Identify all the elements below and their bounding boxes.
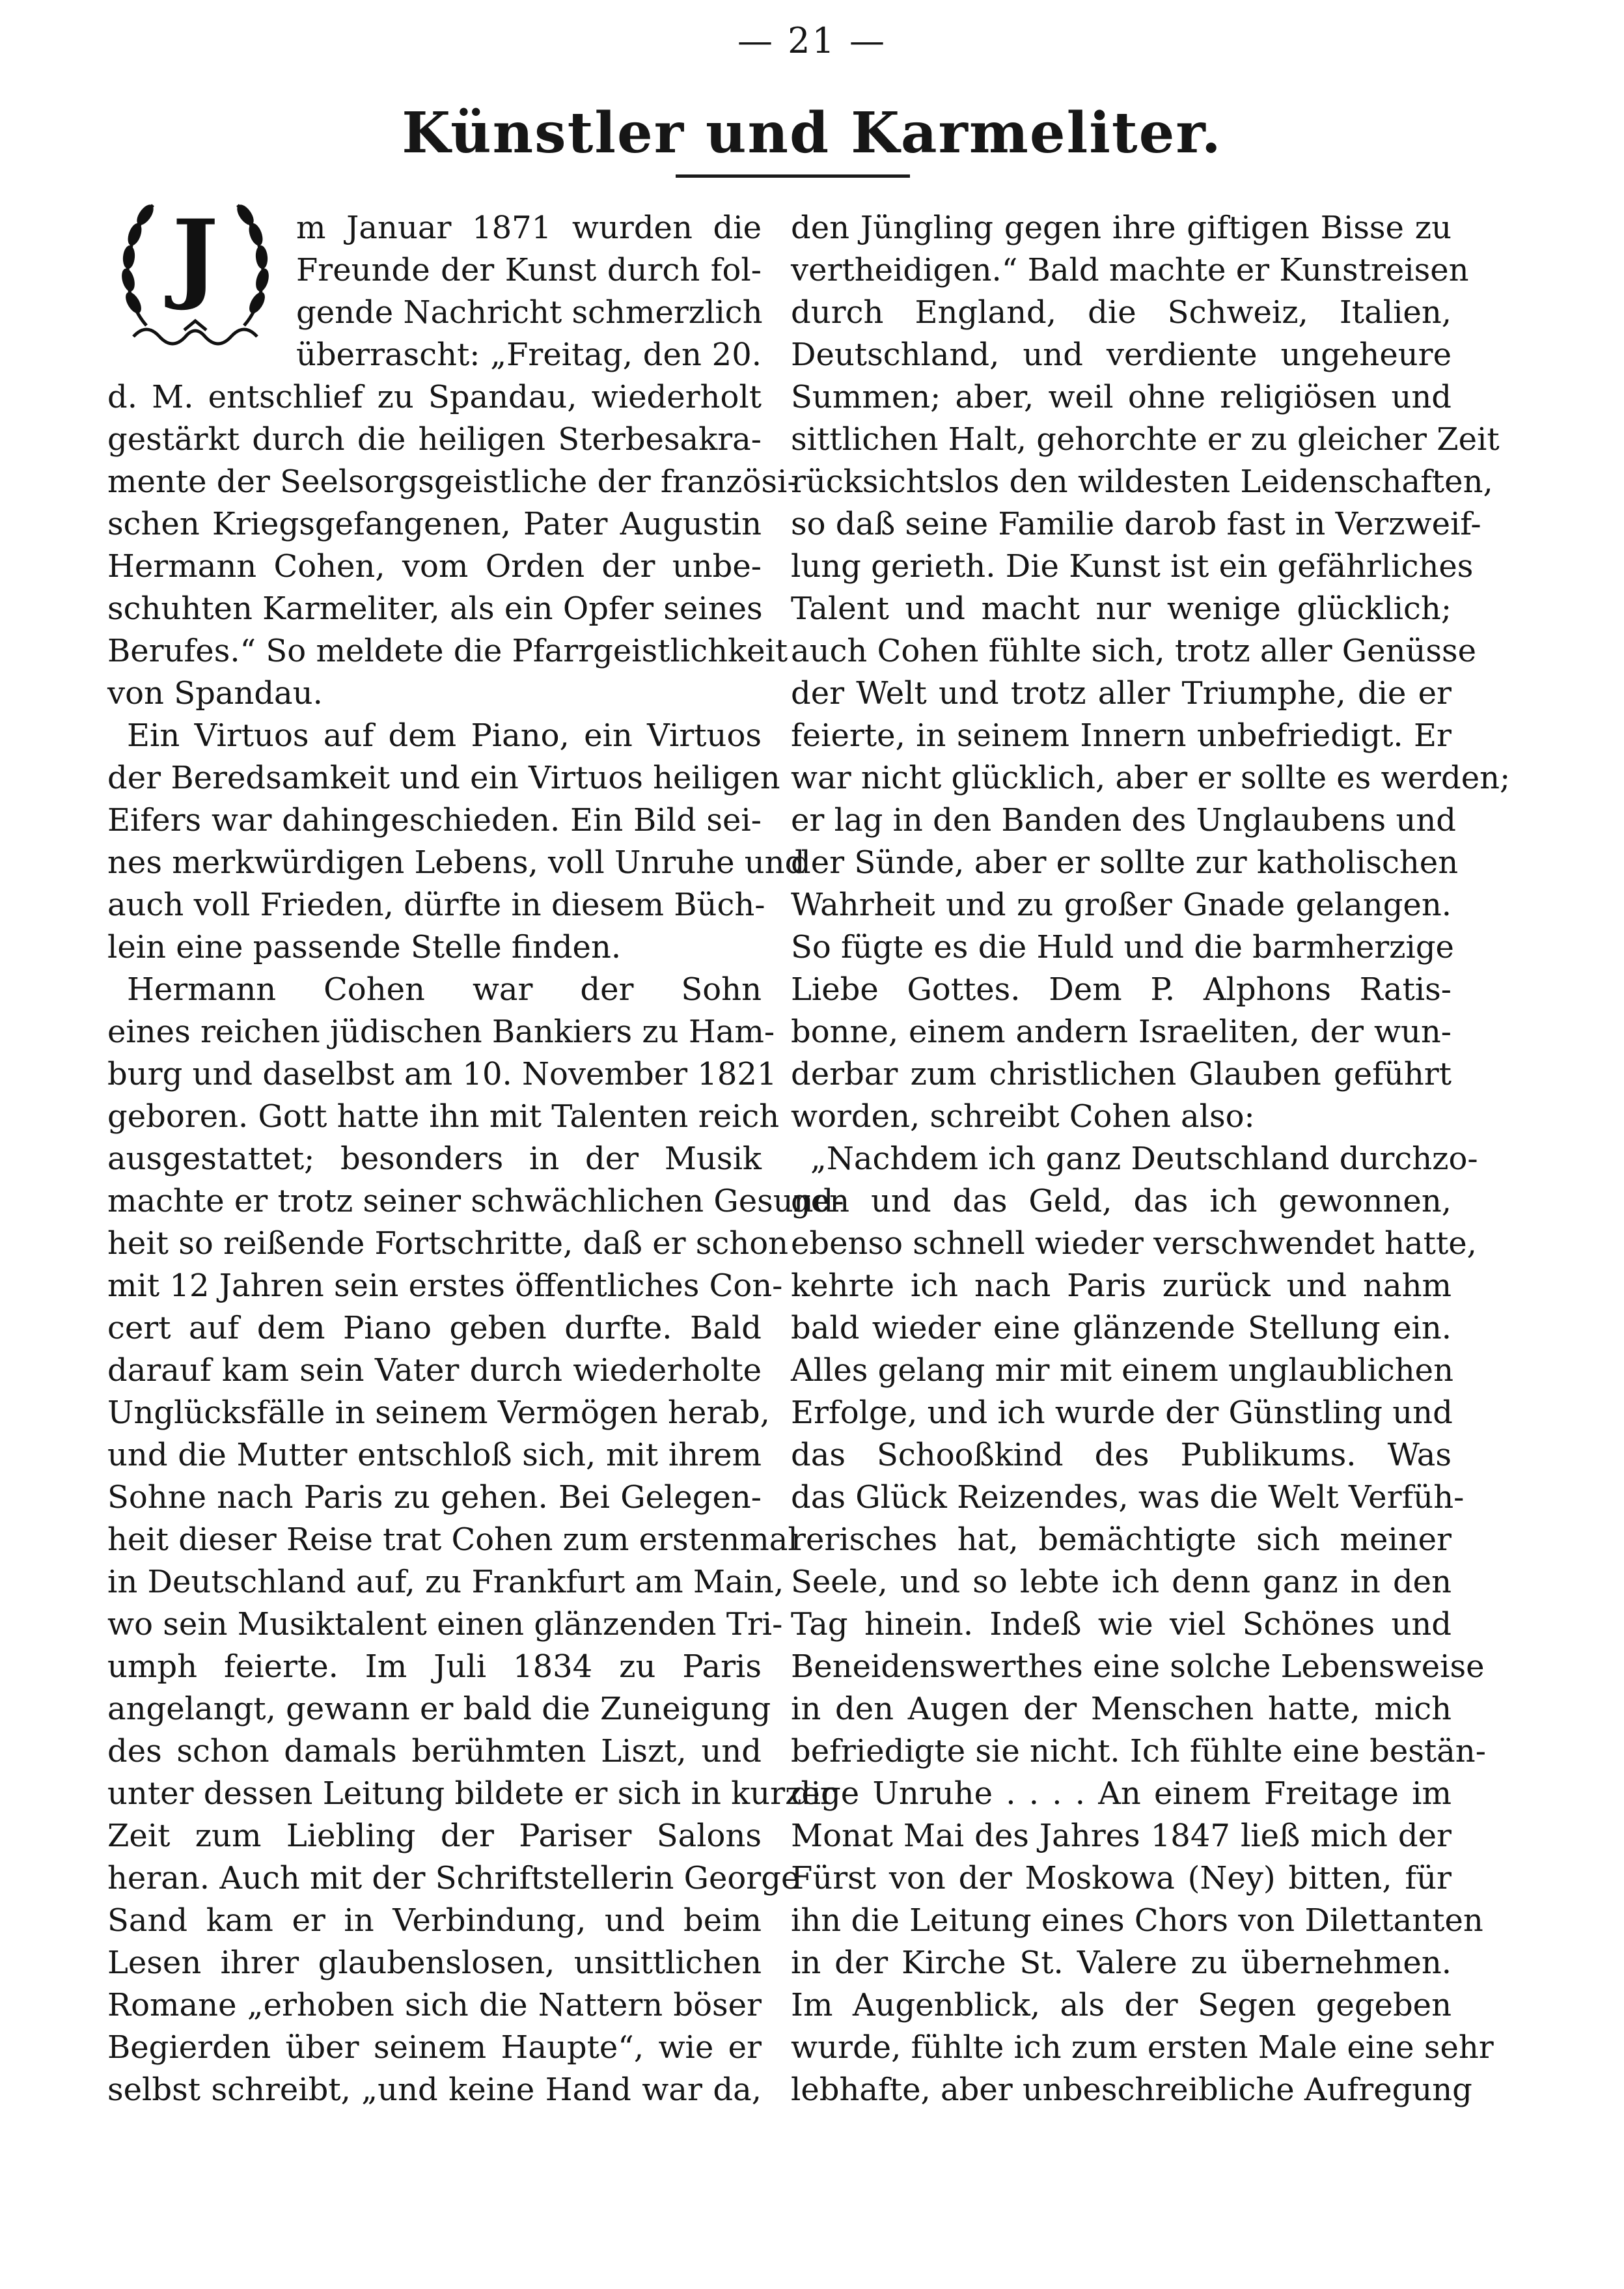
text-line: auch Cohen fühlte sich, trotz aller Genüsse: [791, 633, 1477, 669]
text-line: feierte, in seinem Innern unbefriedigt. Er: [791, 717, 1452, 754]
text-line: war nicht glücklich, aber er sollte es werden;: [791, 760, 1511, 796]
text-line: Romane „erhoben sich die Nattern böser: [107, 1987, 762, 2023]
text-line: ausgestattet; besonders in der Musik: [107, 1141, 762, 1177]
text-line: umph feierte. Im Juli 1834 zu Paris: [107, 1648, 762, 1685]
text-line: Beneidenswerthes eine solche Lebensweise: [791, 1648, 1485, 1685]
text-line: befriedigte sie nicht. Ich fühlte eine bestän-: [791, 1733, 1486, 1769]
text-line: Seele, und so lebte ich denn ganz in den: [791, 1564, 1452, 1600]
text-line: gen und das Geld, das ich gewonnen,: [791, 1183, 1452, 1219]
text-line: geboren. Gott hatte ihn mit Talenten reich: [107, 1098, 780, 1135]
text-line: Lesen ihrer glaubenslosen, unsittlichen: [107, 1945, 762, 1981]
text-line: lung gerieth. Die Kunst ist ein gefährliches: [791, 548, 1474, 585]
text-line: Berufes.“ So meldete die Pfarrgeistlichkeit: [107, 633, 788, 669]
text-line: er lag in den Banden des Unglaubens und: [791, 802, 1456, 839]
text-line: cert auf dem Piano geben durfte. Bald: [107, 1310, 762, 1346]
text-line: Deutschland, und verdiente ungeheure: [791, 337, 1452, 373]
text-line: Talent und macht nur wenige glücklich;: [791, 590, 1452, 627]
text-line: den Jüngling gegen ihre giftigen Bisse zu: [791, 210, 1452, 246]
text-line: d. M. entschlief zu Spandau, wiederholt: [107, 379, 762, 415]
text-line: Wahrheit und zu großer Gnade gelangen.: [791, 887, 1452, 923]
text-line: in der Kirche St. Valere zu übernehmen.: [791, 1945, 1452, 1981]
text-line: in den Augen der Menschen hatte, mich: [791, 1691, 1452, 1727]
text-line: burg und daselbst am 10. November 1821: [107, 1056, 777, 1092]
text-line: Alles gelang mir mit einem unglaublichen: [791, 1352, 1453, 1389]
text-line: Tag hinein. Indeß wie viel Schönes und: [791, 1606, 1452, 1643]
text-line: in Deutschland auf, zu Frankfurt am Main,: [107, 1564, 784, 1600]
text-line: der Sünde, aber er sollte zur katholischen: [791, 844, 1459, 881]
text-line: schuhten Karmeliter, als ein Opfer seines: [107, 590, 763, 627]
text-line: Im Augenblick, als der Segen gegeben: [791, 1987, 1452, 2023]
text-line: Sohne nach Paris zu gehen. Bei Gelegen-: [107, 1479, 762, 1516]
text-line: gende Nachricht schmerzlich: [296, 294, 763, 331]
text-line: rerisches hat, bemächtigte sich meiner: [791, 1521, 1452, 1558]
text-line: sittlichen Halt, gehorchte er zu gleicher Zeit: [791, 421, 1500, 458]
text-line: Summen; aber, weil ohne religiösen und: [791, 379, 1452, 415]
text-line: Liebe Gottes. Dem P. Alphons Ratis-: [791, 971, 1452, 1008]
text-line: von Spandau.: [107, 675, 323, 712]
text-line: Ein Virtuos auf dem Piano, ein Virtuos: [127, 717, 762, 754]
text-line: vertheidigen.“ Bald machte er Kunstreisen: [791, 252, 1469, 288]
text-line: durch England, die Schweiz, Italien,: [791, 294, 1452, 331]
text-line: selbst schreibt, „und keine Hand war da,: [107, 2072, 762, 2108]
text-line: Zeit zum Liebling der Pariser Salons: [107, 1818, 762, 1854]
text-line: Hermann Cohen, vom Orden der unbe-: [107, 548, 762, 585]
text-line: worden, schreibt Cohen also:: [791, 1098, 1255, 1135]
text-line: mente der Seelsorgsgeistliche der französi-: [107, 464, 798, 500]
text-line: ihn die Leitung eines Chors von Dilettanten: [791, 1902, 1483, 1939]
text-line: dige Unruhe . . . . An einem Freitage im: [791, 1775, 1452, 1812]
drop-cap-letter: J: [172, 199, 219, 313]
text-line: nes merkwürdigen Lebens, voll Unruhe und: [107, 844, 805, 881]
text-line: Sand kam er in Verbindung, und beim: [107, 1902, 762, 1939]
text-line: darauf kam sein Vater durch wiederholte: [107, 1352, 762, 1389]
text-line: unter dessen Leitung bildete er sich in kurzer: [107, 1775, 835, 1812]
text-line: Eifers war dahingeschieden. Ein Bild sei-: [107, 802, 762, 839]
text-line: wurde, fühlte ich zum ersten Male eine sehr: [791, 2029, 1494, 2066]
text-line: Fürst von der Moskowa (Ney) bitten, für: [791, 1860, 1452, 1896]
text-line: bonne, einem andern Israeliten, der wun-: [791, 1014, 1452, 1050]
left-column: [107, 207, 844, 2111]
text-line: So fügte es die Huld und die barmherzige: [791, 929, 1454, 965]
text-line: Freunde der Kunst durch fol-: [296, 252, 762, 288]
right-column: [791, 207, 1511, 2111]
text-line: Erfolge, und ich wurde der Günstling und: [791, 1394, 1453, 1431]
text-line: ebenso schnell wieder verschwendet hatte,: [791, 1225, 1477, 1262]
text-line: der Beredsamkeit und ein Virtuos heiligen: [107, 760, 780, 796]
text-line: heran. Auch mit der Schriftstellerin George: [107, 1860, 800, 1896]
text-line: derbar zum christlichen Glauben geführt: [791, 1056, 1452, 1092]
text-line: heit so reißende Fortschritte, daß er schon: [107, 1225, 789, 1262]
text-line: Hermann Cohen war der Sohn: [127, 971, 762, 1008]
text-line: das Schooßkind des Publikums. Was: [791, 1437, 1452, 1473]
text-line: wo sein Musiktalent einen glänzenden Tri-: [107, 1606, 783, 1643]
text-line: überrascht: „Freitag, den 20.: [296, 337, 762, 373]
text-line: rücksichtslos den wildesten Leidenschaften,: [791, 464, 1493, 500]
text-line: „Nachdem ich ganz Deutschland durchzo-: [810, 1141, 1478, 1177]
text-line: des schon damals berühmten Liszt, und: [107, 1733, 762, 1769]
text-line: angelangt, gewann er bald die Zuneigung: [107, 1691, 771, 1727]
text-line: das Glück Reizendes, was die Welt Verfüh-: [791, 1479, 1465, 1516]
page-title: Künstler und Karmeliter.: [402, 100, 1222, 166]
text-line: auch voll Frieden, dürfte in diesem Büch-: [107, 887, 765, 923]
text-line: m Januar 1871 wurden die: [296, 210, 762, 246]
text-line: lein eine passende Stelle finden.: [107, 929, 622, 965]
title-divider: [676, 174, 910, 178]
text-line: mit 12 Jahren sein erstes öffentliches Con-: [107, 1268, 783, 1304]
text-line: so daß seine Familie darob fast in Verzweif-: [791, 506, 1481, 542]
text-line: kehrte ich nach Paris zurück und nahm: [791, 1268, 1452, 1304]
text-line: der Welt und trotz aller Triumphe, die er: [791, 675, 1452, 712]
text-line: Monat Mai des Jahres 1847 ließ mich der: [791, 1818, 1452, 1854]
text-line: heit dieser Reise trat Cohen zum erstenmal: [107, 1521, 798, 1558]
text-line: gestärkt durch die heiligen Sterbesakra-: [107, 421, 762, 458]
text-line: lebhafte, aber unbeschreibliche Aufregung: [791, 2072, 1472, 2108]
text-line: eines reichen jüdischen Bankiers zu Ham-: [107, 1014, 775, 1050]
text-line: und die Mutter entschloß sich, mit ihrem: [107, 1437, 762, 1473]
text-line: bald wieder eine glänzende Stellung ein.: [791, 1310, 1452, 1346]
page-number: — 21 —: [737, 20, 887, 61]
text-line: machte er trotz seiner schwächlichen Gesund-: [107, 1183, 844, 1219]
text-line: Unglücksfälle in seinem Vermögen herab,: [107, 1394, 770, 1431]
text-line: Begierden über seinem Haupte“, wie er: [107, 2029, 762, 2066]
text-line: schen Kriegsgefangenen, Pater Augustin: [107, 506, 762, 542]
